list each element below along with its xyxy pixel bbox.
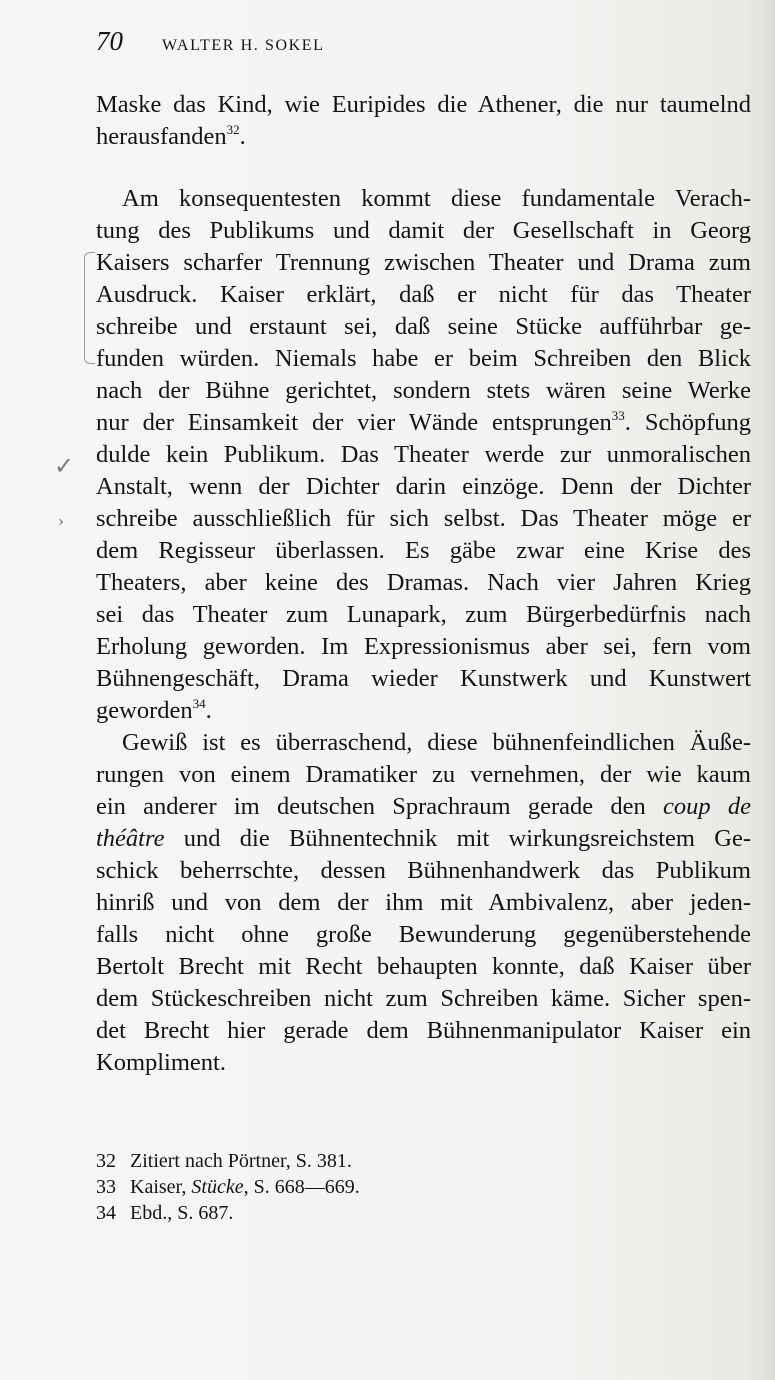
text-line: det Brecht hier gerade dem Bühnenmanipulator Kaiser ein xyxy=(96,1017,751,1044)
text-line: dulde kein Publikum. Das Theater werde zur unmoralischen xyxy=(96,441,751,468)
pencil-check-mark: ✓ xyxy=(54,454,75,480)
footnotes xyxy=(96,1148,596,1226)
text-line: schreibe und erstaunt sei, daß seine Stücke aufführbar ge- xyxy=(96,313,751,340)
body-text xyxy=(96,89,751,1079)
text-line: Gewiß ist es überraschend, diese bühnenfeindlichen Äuße- xyxy=(122,729,751,756)
paragraph-2 xyxy=(96,183,751,727)
italic-phrase: théâtre xyxy=(96,825,165,852)
text-line: Erholung geworden. Im Expressionismus aber sei, fern vom xyxy=(96,633,751,660)
footnote xyxy=(96,1200,596,1226)
footnote-italic: Stücke xyxy=(191,1176,244,1198)
text-line: sei das Theater zum Lunapark, zum Bürgerbedürfnis nach xyxy=(96,601,751,628)
text-line: Anstalt, wenn der Dichter darin einzöge. Denn der Dichter xyxy=(96,473,751,500)
footnote xyxy=(96,1174,596,1200)
text-line: schreibe ausschließlich für sich selbst. Das Theater möge er xyxy=(96,505,751,532)
italic-phrase: coup de xyxy=(663,793,752,820)
page-header xyxy=(96,26,325,66)
footnote-ref: 32 xyxy=(226,122,240,137)
text-line: dem Stückeschreiben nicht zum Schreiben käme. Sicher spen- xyxy=(96,985,751,1012)
text-fragment: ein anderer im deutschen Sprachraum gerade den xyxy=(96,793,663,820)
footnote-number: 32 xyxy=(96,1150,116,1172)
text-line xyxy=(96,407,751,439)
text-fragment: . Schöpfung xyxy=(624,409,751,436)
text-line: Bertolt Brecht mit Recht behaupten konnte, daß Kaiser über xyxy=(96,953,751,980)
paragraph-1 xyxy=(96,89,751,153)
text-fragment: . xyxy=(205,697,212,724)
text-line: dem Regisseur überlassen. Es gäbe zwar eine Krise des xyxy=(96,537,751,564)
text-line xyxy=(96,791,751,823)
text-fragment: nur der Einsamkeit der vier Wände entsprungen xyxy=(96,409,612,436)
running-head: WALTER H. SOKEL xyxy=(162,37,325,54)
text-line: Ausdruck. Kaiser erklärt, daß er nicht für das Theater xyxy=(96,281,751,308)
text-line: Kaisers scharfer Trennung zwischen Theater und Drama zum xyxy=(96,249,751,276)
text-line: Kompliment. xyxy=(96,1049,226,1076)
text-line xyxy=(96,695,751,727)
footnote-text: Zitiert nach Pörtner, S. 381. xyxy=(130,1150,352,1172)
text-line xyxy=(96,121,751,153)
text-line: schick beherrschte, dessen Bühnenhandwerk das Publikum xyxy=(96,857,751,884)
footnote-ref: 33 xyxy=(611,408,625,423)
text-line: hinriß und von dem der ihm mit Ambivalenz, aber jeden- xyxy=(96,889,751,916)
text-line: funden würden. Niemals habe er beim Schreiben den Blick xyxy=(96,345,751,372)
footnote-text: Ebd., S. 687. xyxy=(130,1202,234,1224)
text-fragment: geworden xyxy=(96,697,193,724)
footnote xyxy=(96,1148,596,1174)
footnote-text: Kaiser, xyxy=(130,1176,192,1198)
paragraph-gap xyxy=(96,153,751,183)
pencil-bracket-mark xyxy=(84,252,95,364)
text-line: tung des Publikums und damit der Gesellschaft in Georg xyxy=(96,217,751,244)
text-line xyxy=(96,823,751,855)
footnote-number: 33 xyxy=(96,1176,116,1198)
footnote-number: 34 xyxy=(96,1202,116,1224)
text-line: nach der Bühne gerichtet, sondern stets wären seine Werke xyxy=(96,377,751,404)
text-line: Bühnengeschäft, Drama wieder Kunstwerk und Kunstwert xyxy=(96,665,751,692)
text-line: Maske das Kind, wie Euripides die Athener, die nur taumelnd xyxy=(96,91,751,118)
pencil-tick-mark: › xyxy=(58,510,64,530)
text-fragment: und die Bühnentechnik mit wirkungsreichstem Ge- xyxy=(164,825,751,852)
text-fragment: herausfanden xyxy=(96,123,227,150)
text-fragment: . xyxy=(239,123,246,150)
text-line: Am konsequentesten kommt diese fundamentale Verach- xyxy=(122,185,751,212)
text-line: Theaters, aber keine des Dramas. Nach vier Jahren Krieg xyxy=(96,569,751,596)
text-line: falls nicht ohne große Bewunderung gegenüberstehende xyxy=(96,921,751,948)
text-line: rungen von einem Dramatiker zu vernehmen, der wie kaum xyxy=(96,761,751,788)
footnote-ref: 34 xyxy=(192,696,206,711)
page-number: 70 xyxy=(96,26,123,56)
footnote-text: , S. 668—669. xyxy=(243,1176,360,1198)
paragraph-3 xyxy=(96,727,751,1079)
